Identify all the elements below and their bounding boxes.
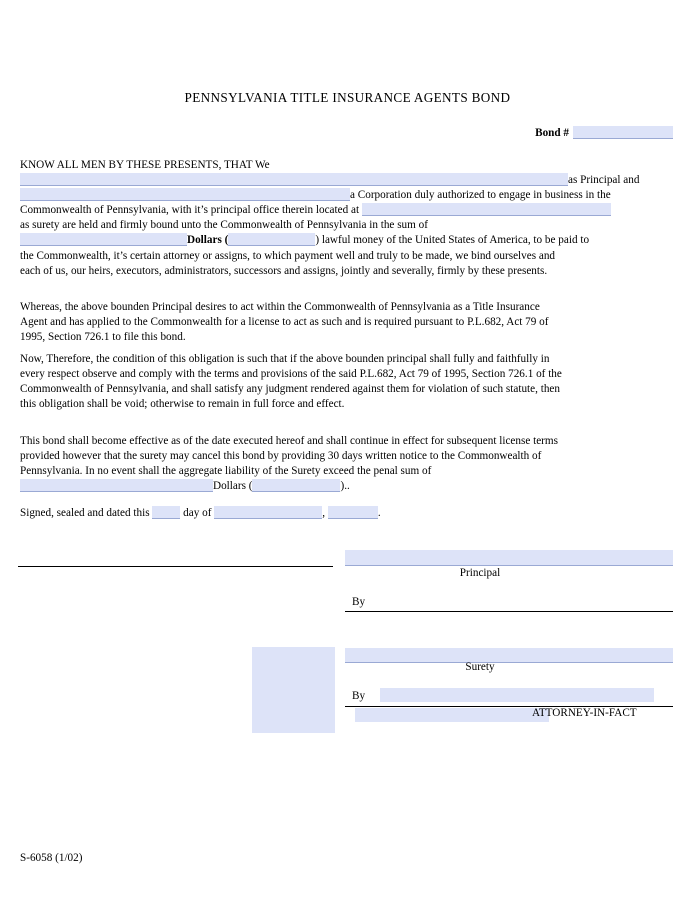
penal-dollars-label: Dollars ( — [213, 480, 253, 493]
whereas-line-2: Agent and has applied to the Commonwealth for a license to act as such and is required pursuant to P.L.682, Act 79 of — [20, 316, 549, 329]
by-surety-label: By — [352, 690, 366, 702]
penal-sum-words-input[interactable] — [20, 479, 213, 492]
signed-prefix: Signed, sealed and dated this — [20, 507, 150, 519]
now-therefore-line-2: every respect observe and comply with the terms and provisions of the said P.L.682, Act 79 of 1995, Section 726.1 of the — [20, 368, 562, 381]
attorney-in-fact-caption: ATTORNEY-IN-FACT — [532, 707, 637, 719]
by-principal-label: By — [352, 596, 366, 608]
signed-day-input[interactable] — [152, 506, 180, 519]
now-therefore-line-3: Commonwealth of Pennsylvania, and shall satisfy any judgment rendered against them for violation of such statute, then — [20, 383, 560, 396]
surety-bound-line: as surety are held and firmly bound unto the Commonwealth of Pennsylvania in the sum of — [20, 219, 428, 232]
principal-name-suffix: as Principal and — [568, 174, 640, 187]
signed-middle: day of — [183, 507, 212, 519]
principal-signature-input[interactable] — [345, 550, 673, 566]
sum-words-input[interactable] — [20, 233, 187, 246]
penal-sum-line — [20, 479, 673, 494]
form-code-footer: S-6058 (1/02) — [20, 852, 83, 864]
by-principal-rule — [345, 611, 673, 612]
signed-dated-line — [20, 506, 673, 521]
sum-figures-input[interactable] — [228, 233, 315, 246]
bond-number-label: Bond # — [535, 127, 569, 139]
effective-line-3: Pennsylvania. In no event shall the aggregate liability of the Surety exceed the penal sum of — [20, 465, 432, 478]
principal-caption: Principal — [459, 567, 501, 579]
effective-line-2: provided however that the surety may cancel this bond by providing 30 days written notice to the Commonwealth of — [20, 450, 542, 463]
principal-name-input[interactable] — [20, 173, 568, 186]
office-location-label: Commonwealth of Pennsylvania, with it’s principal office therein located at — [20, 204, 360, 217]
payment-line: the Commonwealth, it’s certain attorney or assigns, to which payment well and truly to be made, we bind ourselves and — [20, 249, 556, 262]
attorney-in-fact-input[interactable] — [355, 708, 549, 722]
know-all-men-block — [20, 158, 673, 279]
penal-sum-closing: ).. — [340, 480, 350, 493]
heirs-line: each of us, our heirs, executors, administrators, successors and assigns, jointly and severally, firmly by these presents. — [20, 264, 548, 277]
signed-month-input[interactable] — [214, 506, 322, 519]
bond-number-row — [0, 126, 673, 139]
whereas-line-3: 1995, Section 726.1 to file this bond. — [20, 331, 186, 344]
signed-comma: , — [322, 507, 326, 519]
corporation-line — [20, 188, 673, 203]
principal-name-line — [20, 173, 673, 188]
office-location-line — [20, 203, 673, 218]
page-title: PENNSYLVANIA TITLE INSURANCE AGENTS BOND — [184, 90, 511, 105]
surety-caption: Surety — [465, 661, 495, 673]
now-therefore-paragraph — [20, 352, 673, 412]
witness-signature-rule — [18, 566, 333, 567]
by-surety-input[interactable] — [380, 688, 654, 702]
sum-suffix: ) lawful money of the United States of America, to be paid to — [315, 234, 590, 247]
effective-paragraph — [20, 434, 673, 494]
bond-number-input[interactable] — [573, 126, 673, 139]
signed-period: . — [377, 507, 381, 519]
whereas-paragraph — [20, 300, 673, 345]
now-therefore-line-4: this obligation shall be void; otherwise to remain in full force and effect. — [20, 398, 345, 411]
signed-year-input[interactable] — [328, 506, 378, 519]
surety-seal-box[interactable] — [252, 647, 335, 733]
sum-line — [20, 233, 673, 248]
effective-line-1: This bond shall become effective as of the date executed hereof and shall continue in effect for subsequent license terms — [20, 435, 558, 447]
penal-sum-figures-input[interactable] — [252, 479, 340, 492]
know-all-men-opening: KNOW ALL MEN BY THESE PRESENTS, THAT We — [20, 159, 270, 171]
corporation-name-input[interactable] — [20, 188, 350, 201]
office-location-input[interactable] — [362, 203, 611, 216]
whereas-line-1: Whereas, the above bounden Principal desires to act within the Commonwealth of Pennsylvania as a Title Insurance — [20, 301, 540, 313]
sum-dollars-label: Dollars ( — [187, 234, 229, 247]
now-therefore-line-1: Now, Therefore, the condition of this obligation is such that if the above bounden principal shall fully and faithfully in — [20, 353, 550, 365]
corporation-suffix: a Corporation duly authorized to engage in business in the — [350, 189, 611, 202]
